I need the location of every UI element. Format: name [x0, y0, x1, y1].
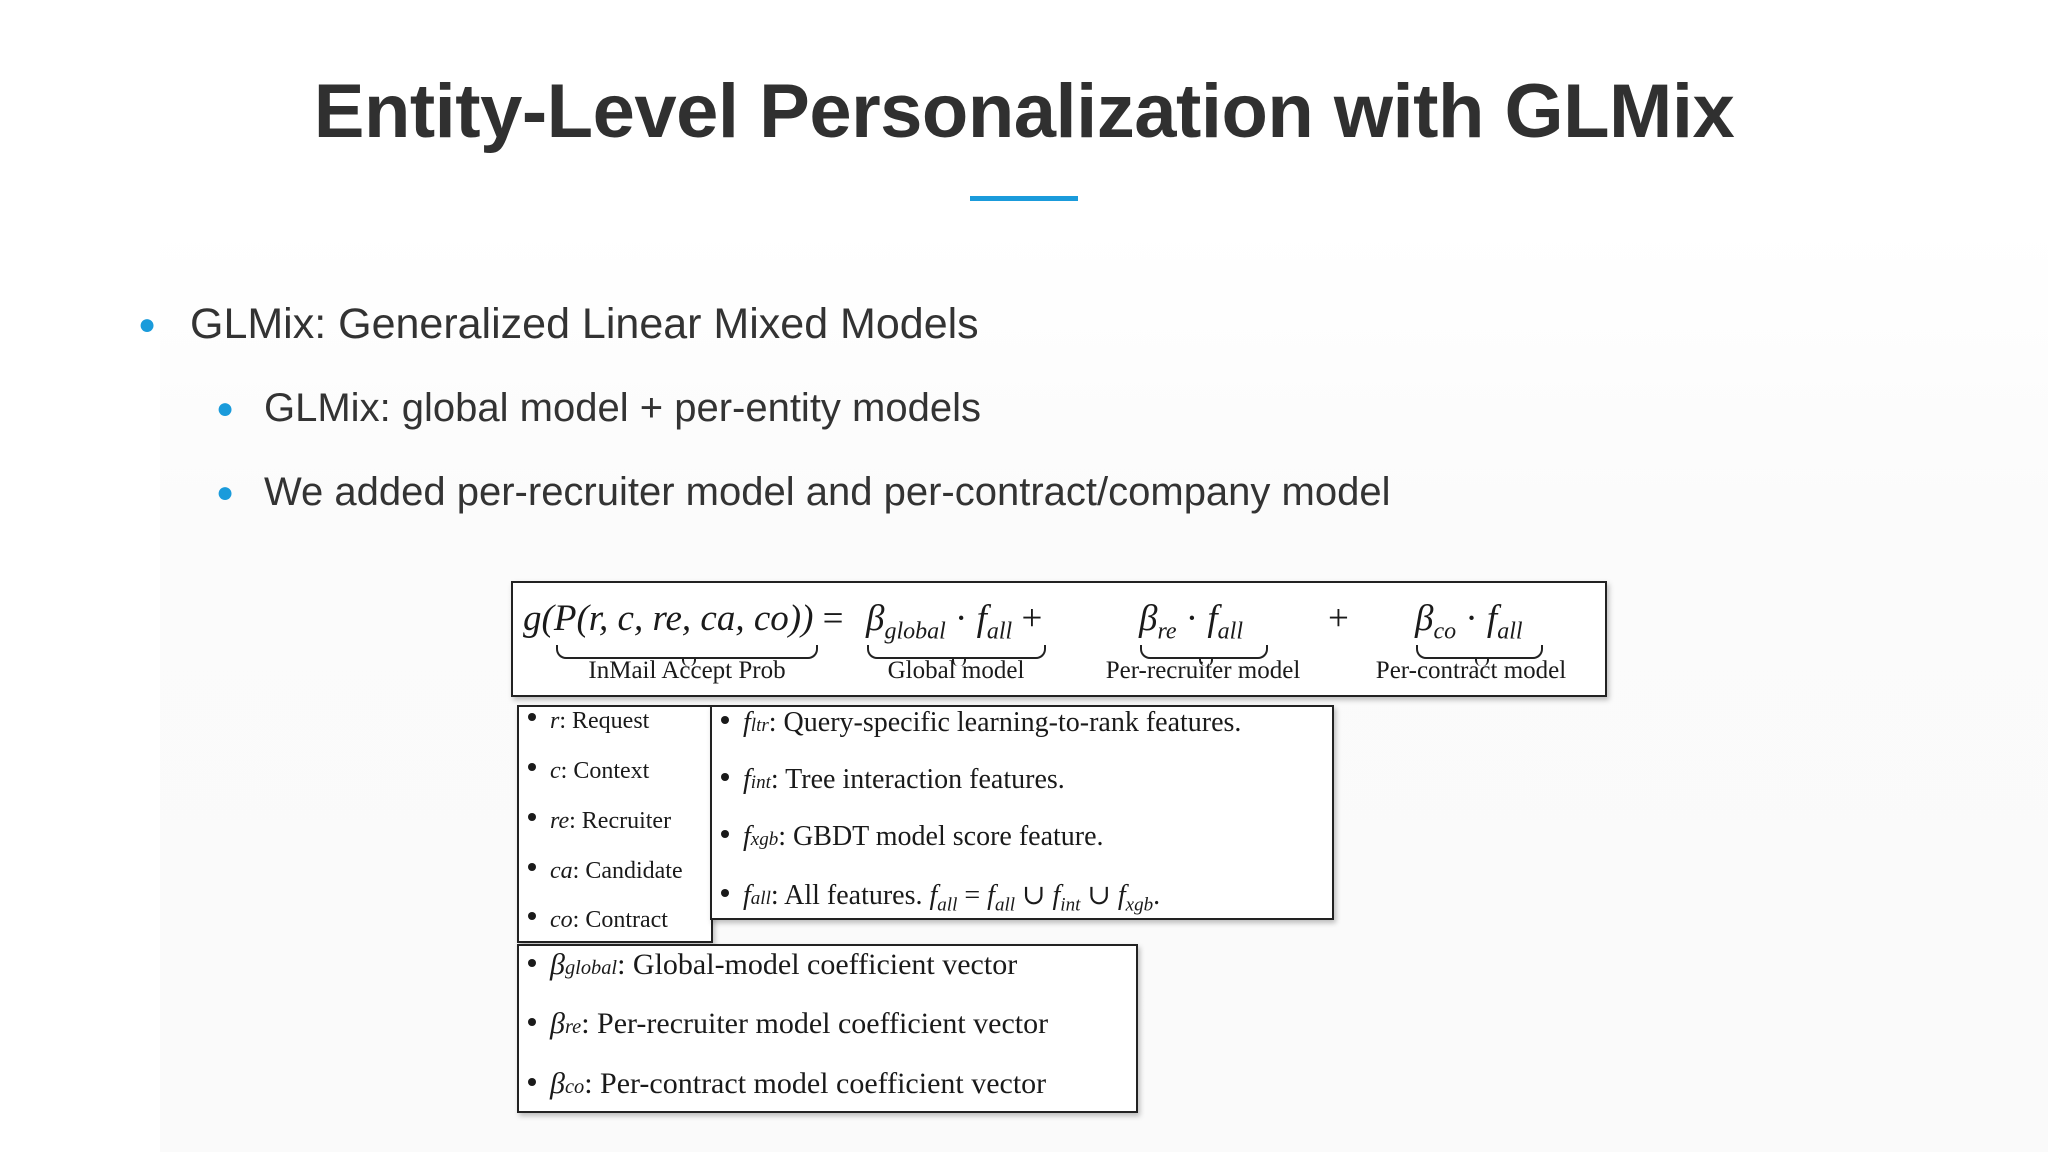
bullet-text: We added per-recruiter model and per-contract/company model: [264, 470, 1391, 514]
variable-item: ca : Candidate: [528, 858, 683, 885]
equation-global-term: $\beta_{global} \cdot f_{all}$ +: [866, 598, 1043, 645]
variable-item: re : Recruiter: [528, 808, 671, 835]
label-global-model: Global model: [887, 657, 1025, 684]
bullet-dot-icon: ●: [138, 307, 157, 341]
variable-item: c : Context: [528, 758, 649, 785]
bullet-glmix-definition: [138, 300, 979, 349]
bullet-added-models: [216, 470, 1390, 515]
equation-lhs: g(P(r, c, re, ca, co)) =: [523, 598, 844, 639]
coefficient-item: β global : Global-model coefficient vector: [528, 948, 1017, 982]
variable-item: co : Contract: [528, 907, 668, 934]
coefficient-item: β co : Per-contract model coefficient vector: [528, 1067, 1046, 1101]
features-box: [710, 705, 1334, 920]
bullet-text: GLMix: Generalized Linear Mixed Models: [190, 300, 979, 348]
feature-item: f int : Tree interaction features.: [721, 764, 1065, 796]
equation-box: [511, 581, 1607, 697]
title-underline: [970, 196, 1078, 201]
slide-title: Entity-Level Personalization with GLMix: [313, 69, 1735, 154]
equation-plus: +: [1328, 598, 1349, 639]
bullet-text: GLMix: global model + per-entity models: [264, 386, 981, 430]
label-per-contract-model: Per-contract model: [1375, 657, 1567, 684]
label-inmail-accept-prob: InMail Accept Prob: [588, 657, 786, 684]
variable-item: r : Request: [528, 708, 649, 735]
equation-contract-term: $\beta_{co} \cdot f_{all}$: [1415, 598, 1523, 645]
bullet-dot-icon: ●: [216, 475, 235, 509]
bullet-dot-icon: ●: [216, 391, 235, 425]
coefficients-box: [517, 944, 1138, 1113]
coefficient-item: β re : Per-recruiter model coefficient vector: [528, 1007, 1048, 1041]
feature-item: f xgb : GBDT model score feature.: [721, 821, 1104, 853]
equation-recruiter-term: $\beta_{re} \cdot f_{all}$: [1139, 598, 1243, 645]
label-per-recruiter-model: Per-recruiter model: [1105, 657, 1301, 684]
bullet-glmix-components: [216, 386, 981, 431]
feature-item: f ltr : Query-specific learning-to-rank features.: [721, 707, 1241, 739]
features-union-formula: $f_{all} = f_{all}$ ∪ $f_{int}$ ∪ $f_{xgb}$.: [929, 880, 1161, 916]
feature-item: f all : All features. $f_{all} = f_{all}$ ∪ $f_{int}$ ∪ $f_{xgb}$.: [721, 878, 1160, 917]
variables-box: [517, 705, 713, 943]
